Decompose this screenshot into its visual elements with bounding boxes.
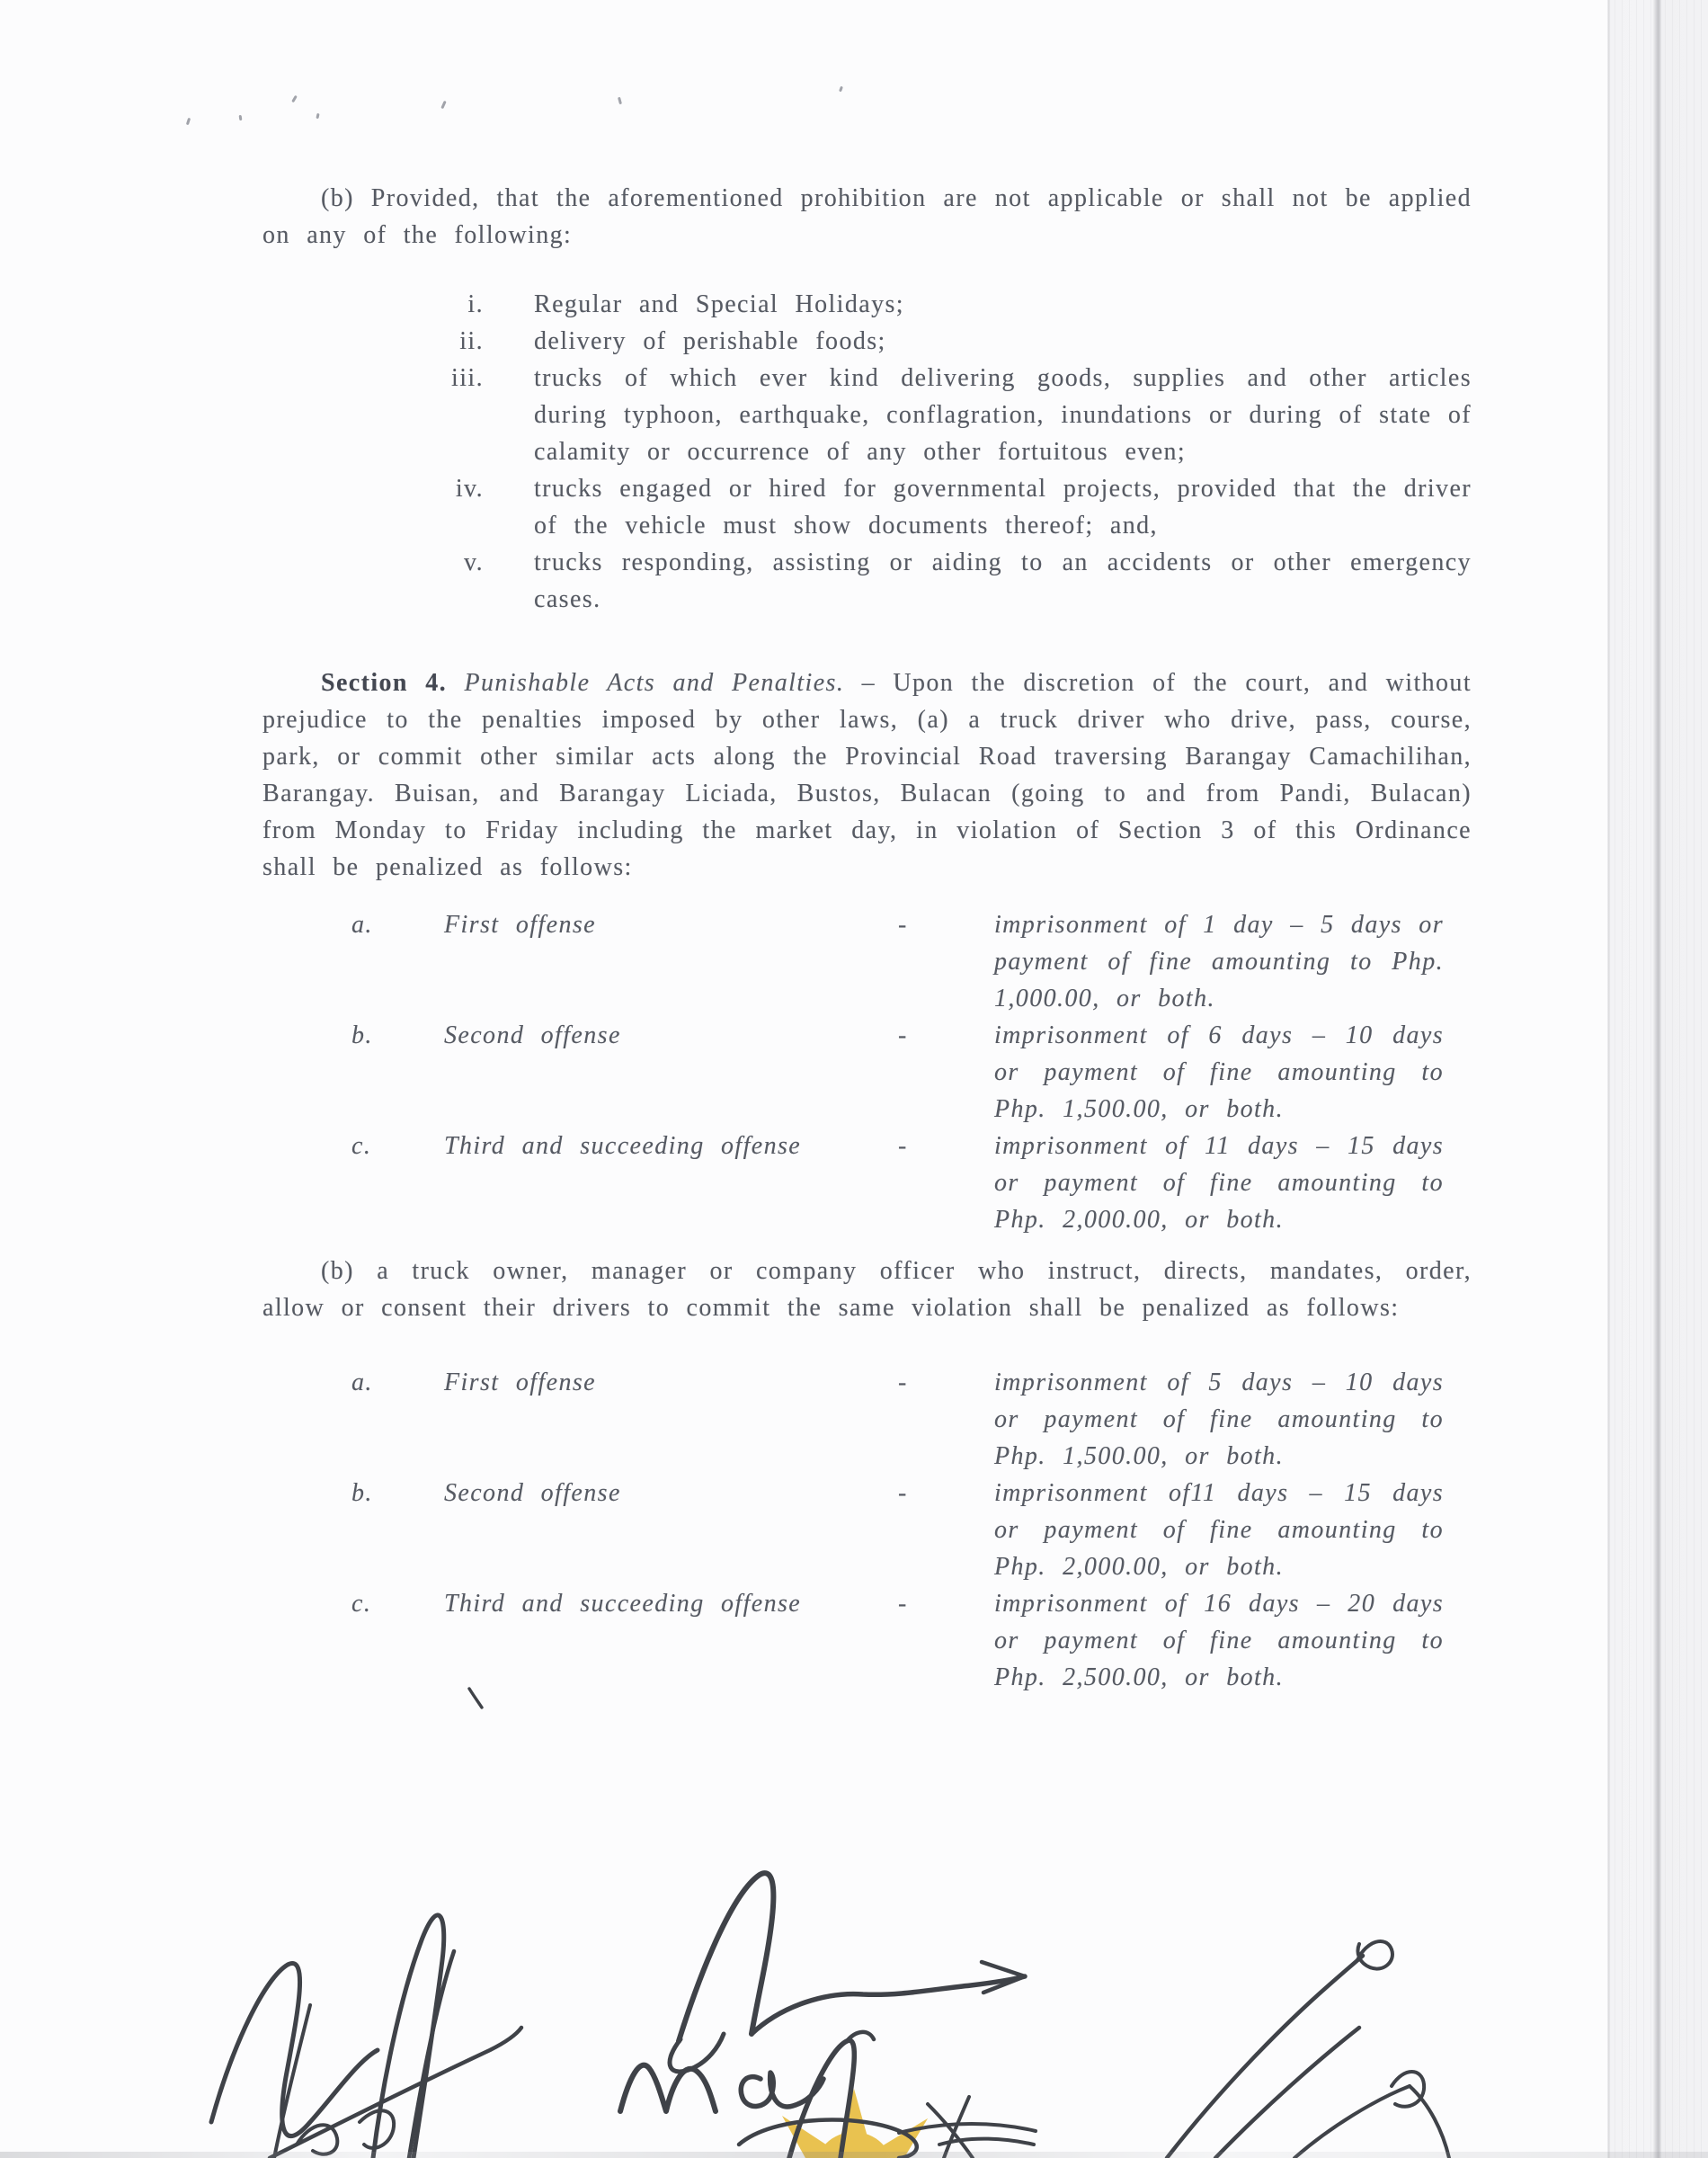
- list-text: trucks of which ever kind delivering goods, supplies and other articles during typhoon, earthquake, conflagration, inundations or during of state of calamity or occurrence of any other fortuitous even;: [534, 364, 1472, 466]
- scan-bottom-smudge: [0, 2152, 1708, 2158]
- signature-stroke: [1392, 2072, 1424, 2107]
- penalty-row: [262, 1128, 1472, 1238]
- penalty-list-driver: [262, 906, 1472, 1238]
- penalty-row: [262, 906, 1472, 1017]
- list-item: [262, 286, 1472, 323]
- row-letter: a.: [351, 1369, 373, 1396]
- penalty-row: [262, 1475, 1472, 1585]
- list-text: Regular and Special Holidays;: [534, 290, 904, 318]
- signature-stroke: [670, 2034, 724, 2072]
- penalty-text: imprisonment of 1 day – 5 days or payment of fine amounting to Php. 1,000.00, or both.: [994, 911, 1444, 1012]
- signatures: [211, 1689, 1449, 2158]
- penalty-text: imprisonment of 5 days – 10 days or payment of fine amounting to Php. 1,500.00, or both.: [994, 1369, 1444, 1470]
- section4-label: Section 4.: [321, 669, 448, 697]
- signature-stroke: [679, 1873, 773, 2041]
- signature-stroke: [1215, 2028, 1359, 2158]
- list-item: [262, 323, 1472, 360]
- signature-stroke: [928, 2104, 973, 2158]
- penalty-row: [262, 1364, 1472, 1475]
- paragraph-b-provided: (b) Provided, that the aforementioned prohibition are not applicable or shall not be applied on any of the following:: [262, 184, 1472, 249]
- paragraph-section4: [262, 664, 1472, 886]
- offense-label: Third and succeeding offense: [444, 1132, 802, 1160]
- row-letter: c.: [351, 1132, 372, 1160]
- paragraph-b-owner: (b) a truck owner, manager or company officer who instruct, directs, mandates, order, allow or consent their drivers to commit the same violation shall be penalized as follows:: [262, 1257, 1472, 1322]
- list-item: [262, 360, 1472, 470]
- offense-label: First offense: [444, 911, 596, 939]
- offense-label: Second offense: [444, 1021, 621, 1049]
- row-letter: c.: [351, 1590, 372, 1618]
- penalty-text: imprisonment of 16 days – 20 days or payment of fine amounting to Php. 2,500.00, or both.: [994, 1590, 1444, 1691]
- list-item: [262, 470, 1472, 544]
- separator-dash: -: [898, 1479, 908, 1507]
- signature-stroke: [270, 2028, 521, 2158]
- signature-stroke: [982, 1962, 1025, 1993]
- separator-dash: -: [898, 1369, 908, 1396]
- list-text: trucks engaged or hired for governmental projects, provided that the driver of the vehicle must show documents thereof; and,: [534, 475, 1472, 540]
- list-item: [262, 544, 1472, 618]
- row-letter: b.: [351, 1021, 373, 1049]
- penalty-text: imprisonment of11 days – 15 days or payment of fine amounting to Php. 2,000.00, or both.: [994, 1479, 1444, 1581]
- row-letter: b.: [351, 1479, 373, 1507]
- list-marker: ii.: [459, 327, 484, 355]
- list-marker: iv.: [455, 475, 484, 503]
- signatures-overlay: [0, 1618, 1708, 2158]
- signature-stroke: [409, 1951, 454, 2158]
- list-text: delivery of perishable foods;: [534, 327, 886, 355]
- list-marker: i.: [467, 290, 484, 318]
- section4-body: – Upon the discretion of the court, and without prejudice to the penalties imposed by other laws, (a) a truck driver who drive, pass, course, park, or commit other similar acts along the Provincial Road traversing Barangay Camachilihan, Barangay. Buisan, and Barangay Liciada, Bustos, Bulacan (going to and from Pandi, Bulacan) from Monday to Friday including the market day, in violation of Section 3 of this Ordinance shall be penalized as follows:: [262, 669, 1472, 881]
- signature-stroke: [1410, 2086, 1449, 2158]
- separator-dash: -: [898, 1021, 908, 1049]
- separator-dash: -: [898, 1590, 908, 1618]
- page-content: [262, 0, 1472, 1696]
- list-text: trucks responding, assisting or aiding to an accidents or other emergency cases.: [534, 548, 1472, 613]
- signature-stroke: [1294, 2086, 1410, 2158]
- ink-speck: [186, 118, 191, 126]
- row-letter: a.: [351, 911, 373, 939]
- separator-dash: -: [898, 1132, 908, 1160]
- list-marker: v.: [464, 548, 484, 576]
- offense-label: Third and succeeding offense: [444, 1590, 802, 1618]
- signature-stroke: [939, 2139, 1034, 2145]
- penalty-text: imprisonment of 11 days – 15 days or payment of fine amounting to Php. 2,000.00, or both.: [994, 1132, 1444, 1234]
- signature-stroke: [752, 1976, 1025, 2034]
- signature-stroke: [211, 1963, 378, 2136]
- ink-speck: [239, 115, 243, 120]
- roman-numeral-list: [262, 286, 1472, 618]
- offense-label: First offense: [444, 1369, 596, 1396]
- list-marker: iii.: [451, 364, 484, 392]
- penalty-row: [262, 1017, 1472, 1128]
- signature-stroke: [469, 1689, 482, 1708]
- section4-title: Punishable Acts and Penalties.: [464, 669, 845, 697]
- offense-label: Second offense: [444, 1479, 621, 1507]
- separator-dash: -: [898, 911, 908, 939]
- signature-stroke: [620, 2065, 716, 2111]
- penalty-text: imprisonment of 6 days – 10 days or payment of fine amounting to Php. 1,500.00, or both.: [994, 1021, 1444, 1123]
